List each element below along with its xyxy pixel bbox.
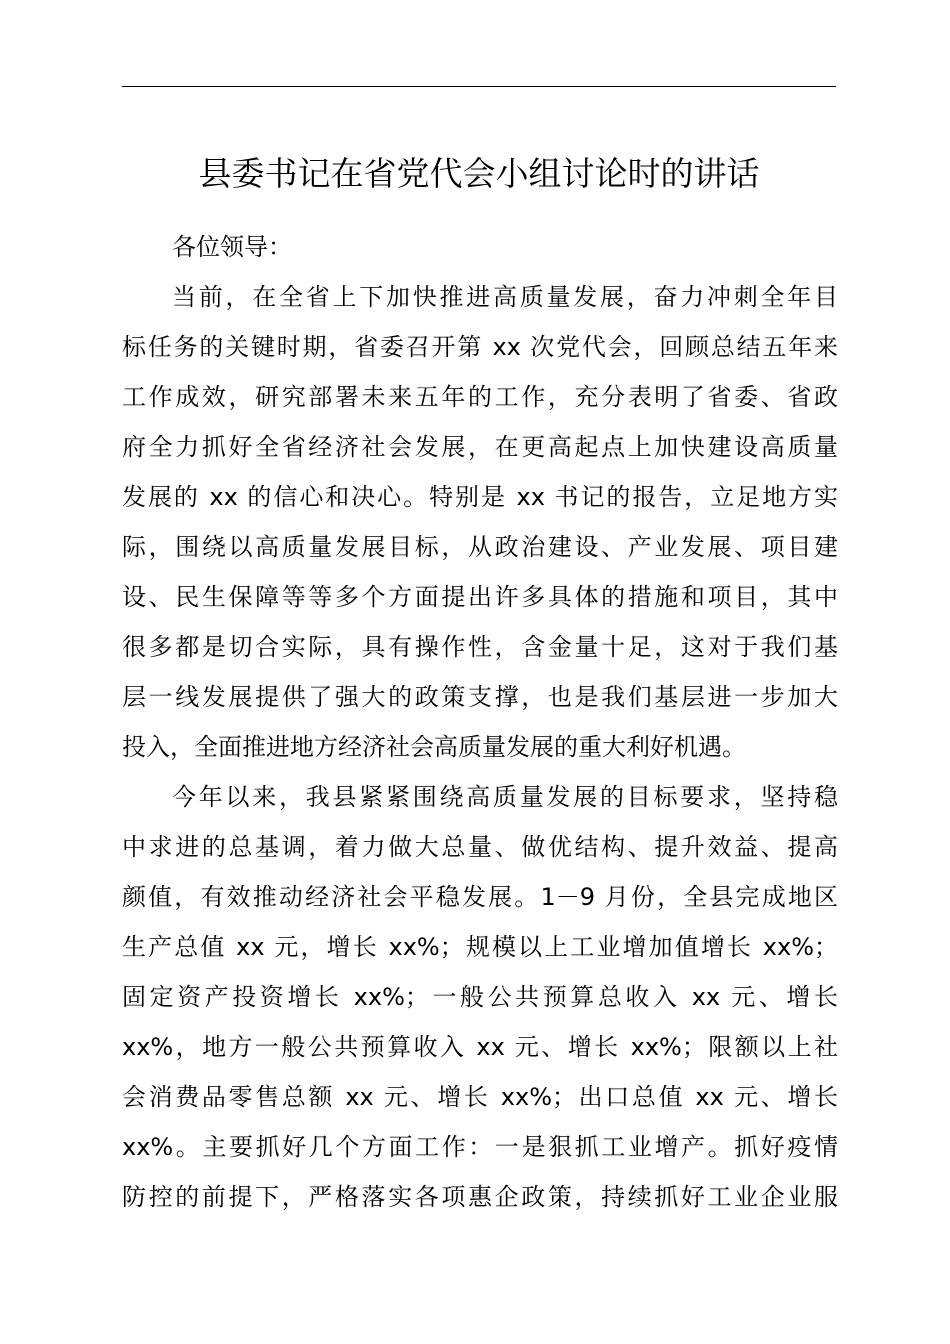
paragraph-line: 防控的前提下，严格落实各项惠企政策，持续抓好工业企业服: [122, 1183, 838, 1211]
paragraph-line: 投入，全面推进地方经济社会高质量发展的重大利好机遇。: [122, 733, 746, 761]
header-rule: [122, 86, 836, 87]
document-body: [122, 222, 838, 1222]
paragraph-2: [122, 772, 838, 1222]
paragraph-line: 标任务的关键时期，省委召开第 xx 次党代会，回顾总结五年来: [122, 333, 838, 361]
paragraph-line: xx%。主要抓好几个方面工作：一是狠抓工业增产。抓好疫情: [122, 1133, 838, 1161]
paragraph-line: 设、民生保障等等多个方面提出许多具体的措施和项目，其中: [122, 583, 838, 611]
paragraph-line: 颜值，有效推动经济社会平稳发展。1－9 月份，全县完成地区: [122, 883, 838, 911]
paragraph-line: 中求进的总基调，着力做大总量、做优结构、提升效益、提高: [122, 833, 838, 861]
paragraph-line: 会消费品零售总额 xx 元、增长 xx%；出口总值 xx 元、增长: [122, 1083, 838, 1111]
paragraph-line: 府全力抓好全省经济社会发展，在更高起点上加快建设高质量: [122, 433, 838, 461]
paragraph-line: 发展的 xx 的信心和决心。特别是 xx 书记的报告，立足地方实: [122, 483, 838, 511]
paragraph-line: 当前，在全省上下加快推进高质量发展，奋力冲刺全年目: [172, 283, 838, 311]
paragraph-line: 很多都是切合实际，具有操作性，含金量十足，这对于我们基: [122, 633, 838, 661]
paragraph-line: 层一线发展提供了强大的政策支撑，也是我们基层进一步加大: [122, 683, 838, 711]
paragraph-line: xx%，地方一般公共预算收入 xx 元、增长 xx%；限额以上社: [122, 1033, 838, 1061]
paragraph-1: [122, 272, 838, 772]
paragraph-line: 固定资产投资增长 xx%；一般公共预算总收入 xx 元、增长: [122, 983, 838, 1011]
paragraph-line: 生产总值 xx 元，增长 xx%；规模以上工业增加值增长 xx%；: [122, 933, 838, 961]
paragraph-line: 际，围绕以高质量发展目标，从政治建设、产业发展、项目建: [122, 533, 838, 561]
paragraph-line: 今年以来，我县紧紧围绕高质量发展的目标要求，坚持稳: [172, 783, 838, 811]
paragraph-line: 工作成效，研究部署未来五年的工作，充分表明了省委、省政: [122, 383, 838, 411]
salutation: 各位领导：: [172, 233, 292, 261]
document-title: 县委书记在省党代会小组讨论时的讲话: [198, 154, 760, 193]
